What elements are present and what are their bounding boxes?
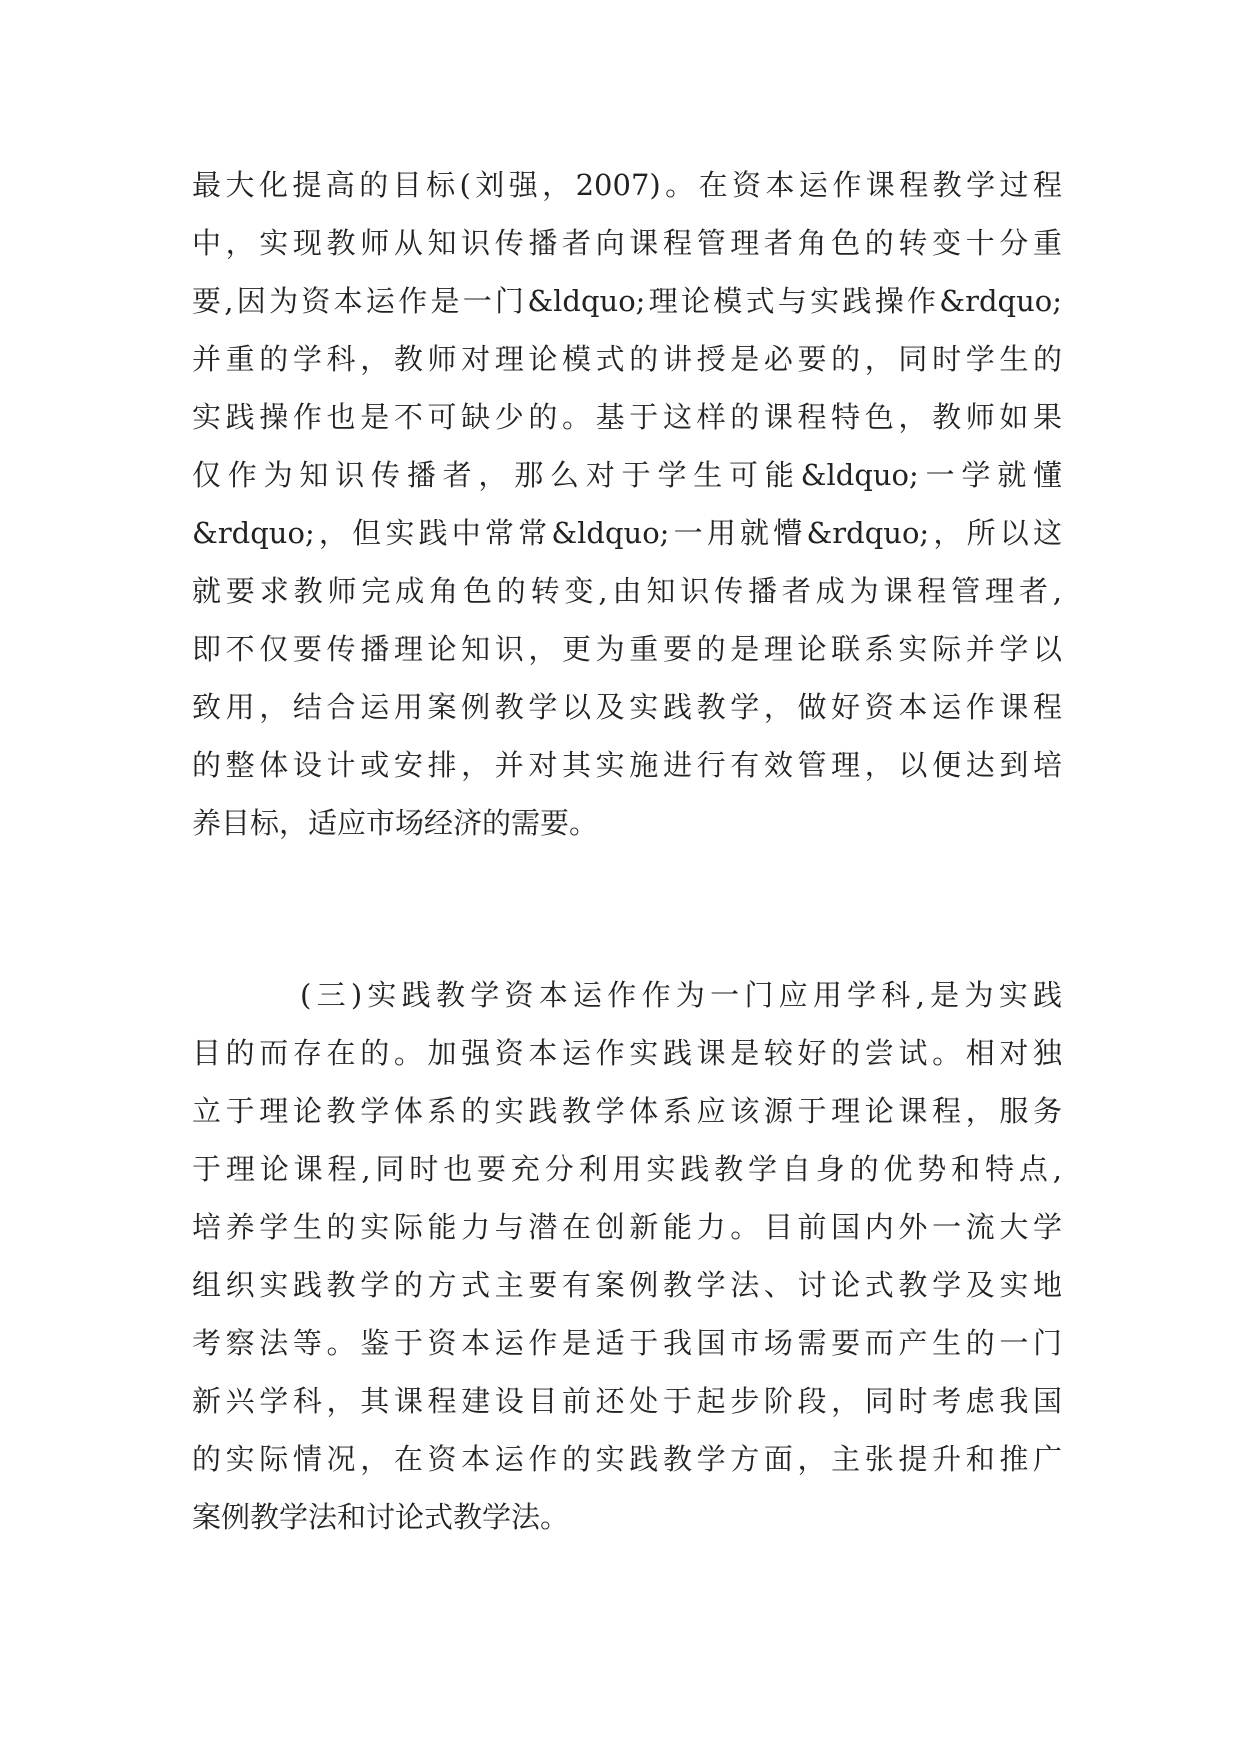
text-line: 目的而存在的。加强资本运作实践课是较好的尝试。相对独 [192,1036,1062,1070]
text-line: 并重的学科，教师对理论模式的讲授是必要的，同时学生的 [192,342,1062,376]
text-line: 仅作为知识传播者，那么对于学生可能&ldquo;一学就懂 [192,458,1062,492]
text-line: 最大化提高的目标(刘强，2007)。在资本运作课程教学过程 [192,168,1062,202]
text-line: (三)实践教学资本运作作为一门应用学科,是为实践 [300,978,1062,1012]
text-line: 实践操作也是不可缺少的。基于这样的课程特色，教师如果 [192,400,1062,434]
paragraph [192,966,1062,1546]
text-line: 新兴学科，其课程建设目前还处于起步阶段，同时考虑我国 [192,1384,1062,1418]
text-line: 致用，结合运用案例教学以及实践教学，做好资本运作课程 [192,690,1062,724]
text-line: 立于理论教学体系的实践教学体系应该源于理论课程，服务 [192,1094,1062,1128]
paragraph [192,156,1062,852]
text-line: 的整体设计或安排，并对其实施进行有效管理，以便达到培 [192,748,1062,782]
text-line: 考察法等。鉴于资本运作是适于我国市场需要而产生的一门 [192,1326,1062,1360]
text-line: 中，实现教师从知识传播者向课程管理者角色的转变十分重 [192,226,1062,260]
text-line: 的实际情况，在资本运作的实践教学方面，主张提升和推广 [192,1442,1062,1476]
text-line: 组织实践教学的方式主要有案例教学法、讨论式教学及实地 [192,1268,1062,1302]
text-line: 即不仅要传播理论知识，更为重要的是理论联系实际并学以 [192,632,1062,666]
text-line: 培养学生的实际能力与潜在创新能力。目前国内外一流大学 [192,1210,1062,1244]
text-line: &rdquo;，但实践中常常&ldquo;一用就懵&rdquo;，所以这 [192,516,1062,550]
text-line: 案例教学法和讨论式教学法。 [192,1500,570,1534]
text-line: 于理论课程,同时也要充分利用实践教学自身的优势和特点, [192,1152,1062,1186]
text-line: 要,因为资本运作是一门&ldquo;理论模式与实践操作&rdquo; [192,284,1062,318]
text-line: 就要求教师完成角色的转变,由知识传播者成为课程管理者, [192,574,1062,608]
text-line: 养目标，适应市场经济的需要。 [192,806,599,840]
